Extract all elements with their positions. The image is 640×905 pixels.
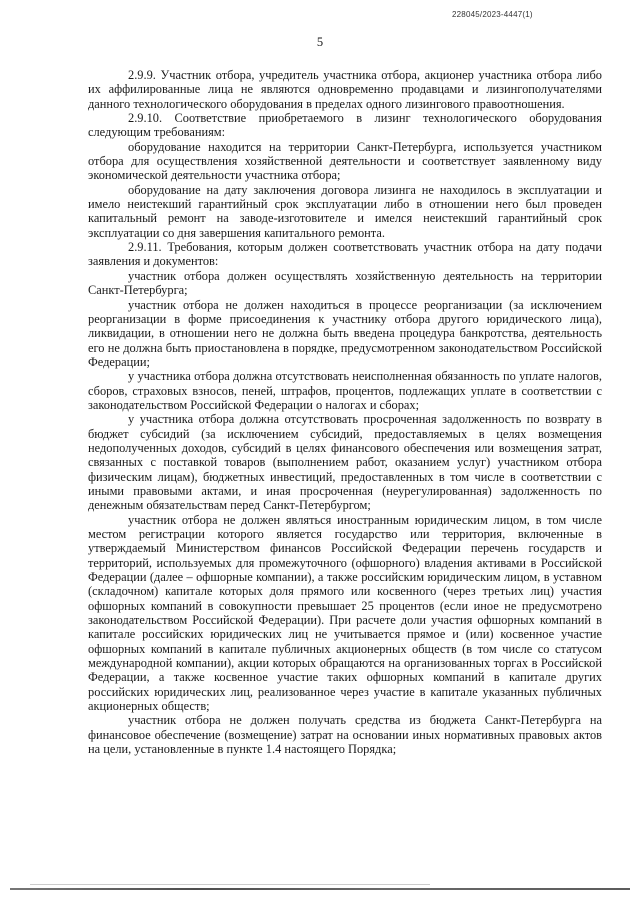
scan-bottom-border xyxy=(10,888,630,890)
paragraph-no-reorganization: участник отбора не должен находиться в процессе реорганизации (за исключением реорганизации в форме присоединения к участнику отбора другого юридического лица), ликвидации, в отношении него не должна быть введена процедура банкротства, деятельность его не должна быть приостановлена в порядке, предусмотренном законодательством Российской Федерации; xyxy=(88,297,602,369)
paragraph-2-9-9: 2.9.9. Участник отбора, учредитель участника отбора, акционер участника отбора либо их аффилированные лица не являются одновременно продавцами и лизингополучателями данного технологического оборудования в пределах одного лизингового правоотношения. xyxy=(88,68,602,111)
document-registration-number: 228045/2023-4447(1) xyxy=(452,10,533,19)
scan-edge-mark xyxy=(30,884,430,885)
paragraph-2-9-11: 2.9.11. Требования, которым должен соответствовать участник отбора на дату подачи заявления и документов: xyxy=(88,240,602,269)
paragraph-equipment-condition: оборудование на дату заключения договора лизинга не находилось в эксплуатации и имело неистекший гарантийный срок эксплуатации либо в отношении него был проведен капитальный ремонт на заводе-изготовителе и имелся неистекший гарантийный срок эксплуатации со дня завершения капитального ремонта. xyxy=(88,182,602,240)
paragraph-no-overdue-debt: у участника отбора должна отсутствовать просроченная задолженность по возврату в бюджет субсидий (за исключением субсидий, предоставляемых в целях возмещения недополученных доходов, субсидий в целях финансового обеспечения или возмещения затрат, связанных с поставкой товаров (выполнением работ, оказанием услуг) участником отбора физическим лицам), бюджетных инвестиций, предоставленных в том числе в соответствии с иными правовыми актами, и иная просроченная (неурегулированная) задолженность по денежным обязательствам перед Санкт-Петербургом; xyxy=(88,412,602,513)
paragraph-no-offshore: участник отбора не должен являться иностранным юридическим лицом, в том числе местом регистрации которого является государство или территория, включенные в утверждаемый Министерством финансов Российской Федерации перечень государств и территорий, используемых для промежуточного (офшорного) владения активами в Российской Федерации (далее – офшорные компании), а также российским юридическим лицом, в уставном (складочном) капитале которых доля прямого или косвенного (через третьих лиц) участия офшорных компаний в совокупности превышает 25 процентов (если иное не предусмотрено законодательством Российской Федерации). При расчете доли участия офшорных компаний в капитале российских юридических лиц не учитывается прямое и (или) косвенное участие офшорных компаний в капитале публичных акционерных обществ (в том числе со статусом международной компании), акции которых обращаются на организованных торгах в Российской Федерации, а также косвенное участие таких офшорных компаний в капитале других российских юридических лиц, реализованное через участие в капитале указанных публичных акционерных обществ; xyxy=(88,512,602,714)
paragraph-equipment-location: оборудование находится на территории Санкт-Петербурга, используется участником отбора для осуществления хозяйственной деятельности и соответствует заявленному виду экономической деятельности участника отбора; xyxy=(88,139,602,183)
paragraph-no-other-funding: участник отбора не должен получать средства из бюджета Санкт-Петербурга на финансовое обеспечение (возмещение) затрат на основании иных нормативных правовых актов на цели, установленные в пункте 1.4 настоящего Порядка; xyxy=(88,713,602,757)
paragraph-no-tax-debt: у участника отбора должна отсутствовать неисполненная обязанность по уплате налогов, сборов, страховых взносов, пеней, штрафов, процентов, подлежащих уплате в соответствии с законодательством Российской Федерации о налогах и сборах; xyxy=(88,369,602,412)
page-number: 5 xyxy=(316,35,324,49)
paragraph-business-territory: участник отбора должен осуществлять хозяйственную деятельность на территории Санкт-Петербурга; xyxy=(88,268,602,298)
paragraph-2-9-10: 2.9.10. Соответствие приобретаемого в лизинг технологического оборудования следующим требованиям: xyxy=(88,111,602,140)
document-body xyxy=(88,68,602,757)
